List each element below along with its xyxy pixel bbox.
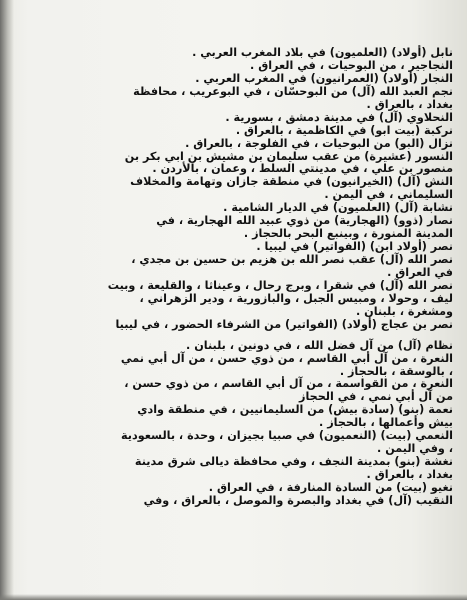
text-line: نظام (آل) من آل فضل الله ، في دونين ، بلبنان . [186,338,453,352]
text-line: نغيو (بيت) من السادة المنارفة ، في العراق . [208,480,453,494]
text-line: النش (آل) (الخيرانيون) في منطقة جازان وتهامة والمخلاف [130,175,453,189]
text-line: النعمي (بيت) (النعميون) في صبيا بجيزان ، وحدة ، بالسعودية [121,429,453,443]
text-line: نصر الله (آل) في شقرا ، وبرج رحال ، وعيناثا ، والقليعة ، وبيت [107,278,453,292]
text-line: في العراق . [387,265,453,279]
text-line: نشابة (آل) (العلميون) في الديار الشامية . [223,201,453,215]
page-bottom-edge [0,594,467,600]
text-line: بغداد ، بالعراق . [366,97,453,111]
text-line: النسور (عشيرة) من عقب سليمان بن مشيش بن ابي بكر بن [124,149,453,163]
text-line: نغشة (بنو) بمدينة النجف ، وفي محافظة ديالى شرق مدينة [134,455,453,469]
page-binding-shadow [0,0,14,600]
text-line: النجار (أولاد) (العمرانيون) في المغرب العربي . [195,71,453,85]
text-line: نركبة (بيت ابو) في الكاظمية ، بالعراق . [235,123,453,137]
text-line: نصر بن عجاج (أولاد) (الفواتير) من الشرفاء الحضور ، في ليبيا [115,317,453,331]
text-line: من آل أبي نمي ، في الحجاز [299,390,453,404]
text-line: النعرة ، من آل أبي القاسم ، من ذوي حسن ، من آل أبي نمي [120,351,453,365]
text-line: نزال (البو) من البوحيات ، في الفلوجة ، بالعراق . [185,136,453,150]
text-line: بيش وأعمالها ، بالحجاز . [319,416,453,430]
text-line: نعمة (بنو) (سادة بيش) من السليمانيين ، في منطقة وادي [137,403,453,417]
text-line: منصور بن علي ، في مدينتي السلط ، وعمان ، بالأردن . [152,162,453,176]
text-line: نصار (ذوو) (الهجارية) من ذوي عبيد الله الهجارية ، في [156,214,453,228]
text-line: بغداد ، بالعراق . [366,468,453,481]
text-line: نصر (أولاد ابن) (الفواتير) في ليبيا . [256,240,453,254]
text-line: ليف ، وحولا ، ومبيس الجبل ، والبازورية ، ودير الزهراني ، [139,291,453,305]
text-line: السليماني ، في اليمن . [324,188,453,202]
text-line: النجاجير ، من البوحيات ، في العراق . [250,58,453,72]
text-line: النحلاوي (آل) في مدينة دمشق ، بسورية . [225,110,453,124]
text-line: النعرة ، من القواسمة ، من آل أبي القاسم ، من ذوي حسن ، [124,377,453,391]
genealogy-entries [22,47,453,508]
text-line: نجم العبد الله (آل) من البوحسّان ، في البوعريب ، محافظة [133,84,453,98]
text-line: المدينة المنورة ، وبينبع البحر بالحجاز . [243,227,453,241]
text-line: النقيب (آل) في بغداد والبصرة والموصل ، بالعراق ، وفي [143,493,453,507]
text-line: ، وفي اليمن . [377,442,453,456]
text-line: ومشغرة ، بلبنان . [356,304,453,318]
text-line: ، بالوسقة ، بالحجاز . [339,364,453,378]
text-line: نصر الله (آل) عقب نصر الله بن هزيم بن حسين بن مجدي ، [131,253,453,266]
text-line: نابل (أولاد) (العلميون) في بلاد المغرب العربي . [192,46,453,59]
